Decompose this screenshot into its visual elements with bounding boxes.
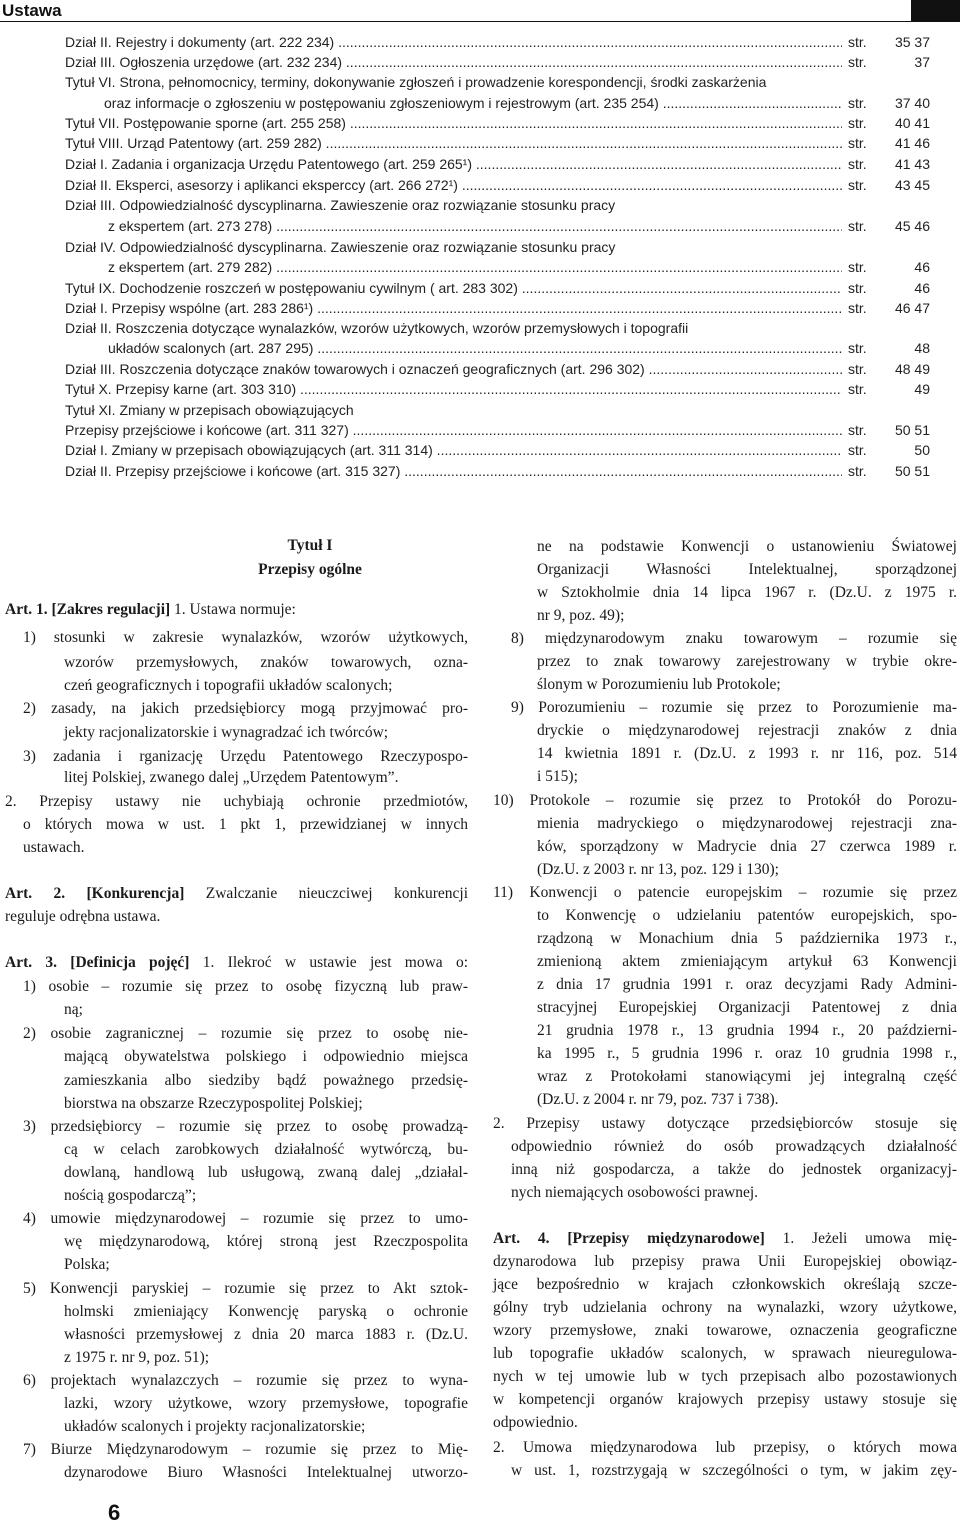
left_column-line: 7) Biurze Międzynarodowym – rozumie się przez to Mię-	[23, 1441, 468, 1458]
left_column-line: lazki, wzory użytkowe, wzory przemysłowe, topografie	[64, 1395, 468, 1412]
toc-entry-str: str.	[848, 177, 867, 193]
right_column-line: z dnia 17 grudnia 1991 r. oraz decyzjami Rady Admini-	[537, 976, 957, 993]
toc-entry	[0, 359, 960, 379]
left_column-line: własności przemysłowej z dnia 20 marca 1883 r. (Dz.U.	[64, 1326, 468, 1343]
article-heading: Art. 1. [Zakres regulacji]	[5, 601, 171, 618]
toc-entry	[0, 32, 960, 52]
toc-entry-pages: 48 49	[894, 361, 930, 377]
left_column-line: Przepisy ogólne	[258, 561, 362, 578]
right_column-line: to Konwencję o udzielaniu patentów europejskich, spo-	[537, 907, 957, 924]
right_column-line: lub topografie układów scalonych, w sprawach nieuregulowa-	[493, 1345, 957, 1362]
left_column-line: reguluje odrębna ustawa.	[5, 908, 161, 925]
right_column-line: ne na podstawie Konwencji o ustanowieniu Światowej	[537, 538, 957, 555]
left_column-line: 2. Przepisy ustawy nie uchybiają ochronie przedmiotów,	[5, 793, 468, 810]
right_column-line: mienia madryckiego o międzynarodowej rejestracji zna-	[537, 815, 957, 832]
left_column-line: jekty racjonalizatorskie i wynagradzać ich twórców;	[64, 724, 389, 741]
toc-entry-label: Dział II. Roszczenia dotyczące wynalazków, wzorów użytkowych, wzorów przemysłowych i topografii	[65, 320, 689, 336]
right_column-line: ków, sporządzony w Madrycie dnia 27 czerwca 1989 r.	[537, 838, 957, 855]
left_column-line: 1) osobie – rozumie się przez to osobę fizyczną lub praw-	[23, 978, 468, 995]
right_column-line: 8) międzynarodowym znaku towarowym – rozumie się	[511, 630, 957, 647]
right_column-line: Organizacji Własności Intelektualnej, sporządzonej	[537, 561, 957, 578]
toc-entry-label: oraz informacje o zgłoszeniu w postępowaniu zgłoszeniowym i rejestrowym (art. 235 254) .....	[104, 93, 842, 113]
toc-entry	[0, 318, 960, 338]
right_column-line: stracyjnej Europejskiej Organizacji Patentowej z dnia	[537, 999, 957, 1016]
left_column-line: cą w celach zarobkowych działalność wytwórczą, bu-	[64, 1141, 468, 1158]
toc-entry	[0, 400, 960, 420]
toc-entry-str: str.	[848, 135, 867, 151]
left_column-line: ustawach.	[23, 839, 85, 856]
toc-entry-str: str.	[848, 381, 867, 397]
left_column-line: 4) umowie międzynarodowej – rozumie się przez to umo-	[23, 1210, 468, 1227]
right_column-line: 21 grudnia 1978 r., 13 grudnia 1994 r., 20 październi-	[537, 1022, 957, 1039]
left_column-line: Art. 3. [Definicja pojęć] 1. Ilekroć w ustawie jest mowa o:	[5, 954, 469, 971]
header-bar	[0, 0, 960, 21]
right_column-line: wzory przemysłowe, znaki towarowe, oznaczenia geograficzne	[493, 1322, 957, 1339]
toc-entry-label: Dział I. Przepisy wspólne (art. 283 286¹) .....	[65, 298, 842, 318]
toc-entry-str: str.	[848, 156, 867, 172]
toc-entry-pages: 46 47	[894, 300, 930, 316]
article-heading: Art. 4. [Przepisy międzynarodowe]	[493, 1230, 765, 1247]
toc-entry	[0, 278, 960, 298]
left_column-line: biorstwa na obszarze Rzeczypospolitej Polskiej;	[64, 1095, 363, 1112]
toc-entry-str: str.	[848, 280, 867, 296]
toc-entry	[0, 379, 960, 399]
left_column-line: Polska;	[64, 1256, 110, 1273]
toc-entry-str: str.	[848, 463, 867, 479]
right_column-line: i 515);	[537, 768, 578, 785]
toc-entry-label: Tytuł X. Przepisy karne (art. 303 310) .....	[65, 379, 842, 399]
left_column-line: 1) stosunki w zakresie wynalazków, wzorów użytkowych,	[23, 629, 468, 646]
right_column-line: rządzoną w Monachium dnia 5 października 1973 r.,	[537, 930, 957, 947]
left_column-line: zamieszkania albo siedziby bądź poważnego przedsię-	[64, 1072, 468, 1089]
toc-entry-label: Tytuł IX. Dochodzenie roszczeń w postępowaniu cywilnym ( art. 283 302) .....	[65, 278, 842, 298]
left_column-line: układów scalonych i projekty racjonalizatorskie;	[64, 1418, 366, 1435]
toc-entry-label: Tytuł XI. Zmiany w przepisach obowiązujących	[65, 402, 354, 418]
toc-entry-str: str.	[848, 34, 867, 50]
left_column-line: wę międzynarodową, której stroną jest Rzeczpospolita	[64, 1233, 468, 1250]
toc-entry	[0, 195, 960, 215]
toc-entry	[0, 237, 960, 257]
toc-entry-label: Tytuł VII. Postępowanie sporne (art. 255 258) .....	[65, 113, 842, 133]
toc-entry	[0, 216, 960, 236]
left_column-line: o których mowa w ust. 1 pkt 1, przewidzianej w innych	[23, 816, 468, 833]
right_column-line: wraz z Protokołami stanowiącymi jej integralną część	[537, 1068, 957, 1085]
toc-entry-label: Dział II. Przepisy przejściowe i końcowe (art. 315 327) .....	[65, 461, 842, 481]
right_column-line: 11) Konwencji o patencie europejskim – rozumie się przez	[493, 884, 957, 901]
right_column-line: dryckie o międzynarodowej rejestracji znaków z dnia	[537, 722, 957, 739]
right_column-line: odpowiednio również do osób prowadzących działalność	[511, 1138, 957, 1155]
left_column-line: nością gospodarczą”;	[64, 1187, 197, 1204]
toc-entry-pages: 45 46	[894, 218, 930, 234]
toc-entry-pages: 43 45	[894, 177, 930, 193]
right_column-line: 10) Protokole – rozumie się przez to Protokół do Porozu-	[493, 792, 957, 809]
left_column-line: Tytuł I	[287, 537, 333, 554]
toc-entry-str: str.	[848, 442, 867, 458]
right_column-line: w ust. 1, rozstrzygają w szczególności o tym, w jakim zęy-	[511, 1462, 957, 1479]
left_column-line: Art. 2. [Konkurencja] Zwalczanie nieuczciwej konkurencji	[5, 885, 469, 902]
article-heading: Art. 3. [Definicja pojęć]	[5, 954, 190, 971]
right_column-line: w kompetencji organów krajowych przepisy ustawy stosuje się	[493, 1391, 957, 1408]
toc-entry-label: układów scalonych (art. 287 295) .....	[108, 338, 842, 358]
toc-entry-label: Tytuł VI. Strona, pełnomocnicy, terminy, dokonywanie zgłoszeń i prowadzenie korespondencji, środki zaskarżenia	[65, 74, 767, 90]
toc-entry	[0, 420, 960, 440]
right_column-line: (Dz.U. z 2003 r. nr 13, poz. 129 i 130);	[537, 861, 779, 878]
left_column-line: 5) Konwencji paryskiej – rozumie się przez to Akt sztok-	[23, 1280, 468, 1297]
toc-entry	[0, 72, 960, 92]
toc-entry-pages: 49	[914, 381, 930, 397]
right_column-line: inną niż gospodarcza, a także do jednostek organizacyj-	[511, 1161, 957, 1178]
right_column-line: Art. 4. [Przepisy międzynarodowe] 1. Jeżeli umowa mię-	[493, 1230, 957, 1247]
right_column-line: przez to znak towarowy zarejestrowany w trybie okre-	[537, 653, 957, 670]
left_column-line: 6) projektach wynalazczych – rozumie się przez to wyna-	[23, 1372, 468, 1389]
toc-entry-str: str.	[848, 361, 867, 377]
left_column-line: dowlaną, handlową lub usługową, zwaną dalej „działal-	[64, 1164, 468, 1181]
header-black-box	[911, 0, 960, 21]
toc-entry	[0, 338, 960, 358]
toc-entry-pages: 50 51	[894, 422, 930, 438]
right_column-line: dzynarodowa lub przepisy prawa Unii Europejskiej obowiąz-	[493, 1253, 957, 1270]
toc-entry	[0, 298, 960, 318]
toc-entry-pages: 46	[914, 259, 930, 275]
toc-entry	[0, 93, 960, 113]
toc-entry	[0, 154, 960, 174]
toc-entry-pages: 37	[914, 54, 930, 70]
toc-entry	[0, 175, 960, 195]
toc-entry-str: str.	[848, 54, 867, 70]
toc-entry-label: Przepisy przejściowe i końcowe (art. 311 327) .....	[65, 420, 842, 440]
toc-entry-pages: 50	[914, 442, 930, 458]
header-title: Ustawa	[2, 1, 62, 20]
toc-entry	[0, 461, 960, 481]
toc-entry-str: str.	[848, 218, 867, 234]
right_column-line: gólny tryb udzielania ochrony na wynalazki, wzory użytkowe,	[493, 1299, 957, 1316]
toc-entry-pages: 41 43	[894, 156, 930, 172]
toc-entry-pages: 37 40	[894, 95, 930, 111]
toc-entry-pages: 48	[914, 340, 930, 356]
right_column-line: ka 1995 r., 5 grudnia 1996 r. oraz 10 grudnia 1998 r.,	[537, 1045, 957, 1062]
right_column-line: jące bezpośrednio w krajach członkowskich określają szcze-	[493, 1276, 957, 1293]
right_column-line: 9) Porozumieniu – rozumie się przez to Porozumienie ma-	[511, 699, 957, 716]
toc-entry-pages: 41 46	[894, 135, 930, 151]
right_column-line: w Sztokholmie dnia 14 lipca 1967 r. (Dz.U. z 1975 r.	[537, 584, 957, 601]
right_column-line: 2. Umowa międzynarodowa lub przepisy, o których mowa	[493, 1439, 957, 1456]
toc-entry-label: z ekspertem (art. 273 278) .....	[108, 216, 842, 236]
toc-entry	[0, 440, 960, 460]
left_column-line: 2) zasady, na jakich przedsiębiorcy mogą przyjmować pro-	[23, 700, 468, 717]
right_column-line: nr 9, poz. 49);	[537, 607, 625, 624]
right_column-line: ślonym w Porozumieniu lub Protokole;	[537, 676, 781, 693]
toc-entry-label: Dział I. Zadania i organizacja Urzędu Patentowego (art. 259 265¹) .....	[65, 154, 842, 174]
toc-entry-label: Dział II. Rejestry i dokumenty (art. 222 234) .....	[65, 32, 842, 52]
toc-entry-str: str.	[848, 300, 867, 316]
left_column-line: 3) zadania i rganizację Urzędu Patentowego Rzeczypospo-	[23, 748, 468, 765]
toc-entry-str: str.	[848, 422, 867, 438]
right_column-line: 2. Przepisy ustawy dotyczące przedsiębiorców stosuje się	[493, 1115, 957, 1132]
toc-entry-str: str.	[848, 340, 867, 356]
left_column-line: ną;	[64, 1001, 83, 1018]
right_column-line: nych w tej umowie lub w tych przepisach albo pozostawionych	[493, 1368, 957, 1385]
right_column-line: odpowiednio.	[493, 1414, 578, 1431]
left_column-line: 2) osobie zagranicznej – rozumie się przez to osobę nie-	[23, 1025, 468, 1042]
toc-entry-label: Dział III. Ogłoszenia urzędowe (art. 232 234) .....	[65, 52, 842, 72]
toc-entry-pages: 46	[914, 280, 930, 296]
left_column-line: mającą obywatelstwa polskiego i odpowiednio miejsca	[64, 1048, 468, 1065]
toc-entry-label: Tytuł VIII. Urząd Patentowy (art. 259 282) .....	[65, 133, 842, 153]
left_column-line: z 1975 r. nr 9, poz. 51);	[64, 1349, 210, 1366]
left_column-line: litej Polskiej, zwanego dalej „Urzędem Patentowym”.	[64, 769, 399, 786]
toc-entry	[0, 113, 960, 133]
right_column-line: zmienioną aktem zmieniającym artykuł 63 Konwencji	[537, 953, 957, 970]
toc-entry-str: str.	[848, 115, 867, 131]
toc-entry	[0, 52, 960, 72]
right_column-line: 14 kwietnia 1891 r. (Dz.U. z 1993 r. nr 116, poz. 514	[537, 745, 957, 762]
right_column-line: (Dz.U. z 2004 r. nr 79, poz. 737 i 738).	[537, 1091, 779, 1108]
right_column-line: nych niemających osobowości prawnej.	[511, 1184, 759, 1201]
toc-entry-label: Dział I. Zmiany w przepisach obowiązujących (art. 311 314) .....	[65, 440, 842, 460]
left_column-line: czeń geograficznych i topografii układów scalonych;	[64, 677, 393, 694]
left_column-line: wzorów przemysłowych, znaków towarowych, ozna-	[64, 654, 468, 671]
left_column-line: holmski zmieniający Konwencję paryską o ochronie	[64, 1303, 468, 1320]
left_column-line: Art. 1. [Zakres regulacji] 1. Ustawa normuje:	[5, 601, 296, 618]
toc-entry-pages: 35 37	[894, 34, 930, 50]
left_column-line: dzynarodowe Biuro Własności Intelektualnej utworzo-	[64, 1464, 468, 1481]
toc-entry-label: z ekspertem (art. 279 282) .....	[108, 257, 842, 277]
toc-entry-label: Dział II. Eksperci, asesorzy i aplikanci eksperccy (art. 266 272¹) .....	[65, 175, 842, 195]
toc-entry-label: Dział IV. Odpowiedzialność dyscyplinarna. Zawieszenie oraz rozwiązanie stosunku pracy	[65, 239, 616, 255]
toc-entry-pages: 40 41	[894, 115, 930, 131]
header-rule	[0, 21, 960, 22]
left_column-line: 3) przedsiębiorcy – rozumie się przez to osobę prowadzą-	[23, 1118, 468, 1135]
toc-entry-label: Dział III. Odpowiedzialność dyscyplinarna. Zawieszenie oraz rozwiązanie stosunku pracy	[65, 197, 616, 213]
toc-entry-str: str.	[848, 259, 867, 275]
article-heading: Art. 2. [Konkurencja]	[5, 885, 185, 902]
toc-entry-pages: 50 51	[894, 463, 930, 479]
toc-entry	[0, 133, 960, 153]
toc-entry-label: Dział III. Roszczenia dotyczące znaków towarowych i oznaczeń geograficznych (art. 296 302) .....	[65, 359, 842, 379]
toc-entry-str: str.	[848, 95, 867, 111]
toc-entry	[0, 257, 960, 277]
page-number: 6	[108, 1500, 121, 1525]
